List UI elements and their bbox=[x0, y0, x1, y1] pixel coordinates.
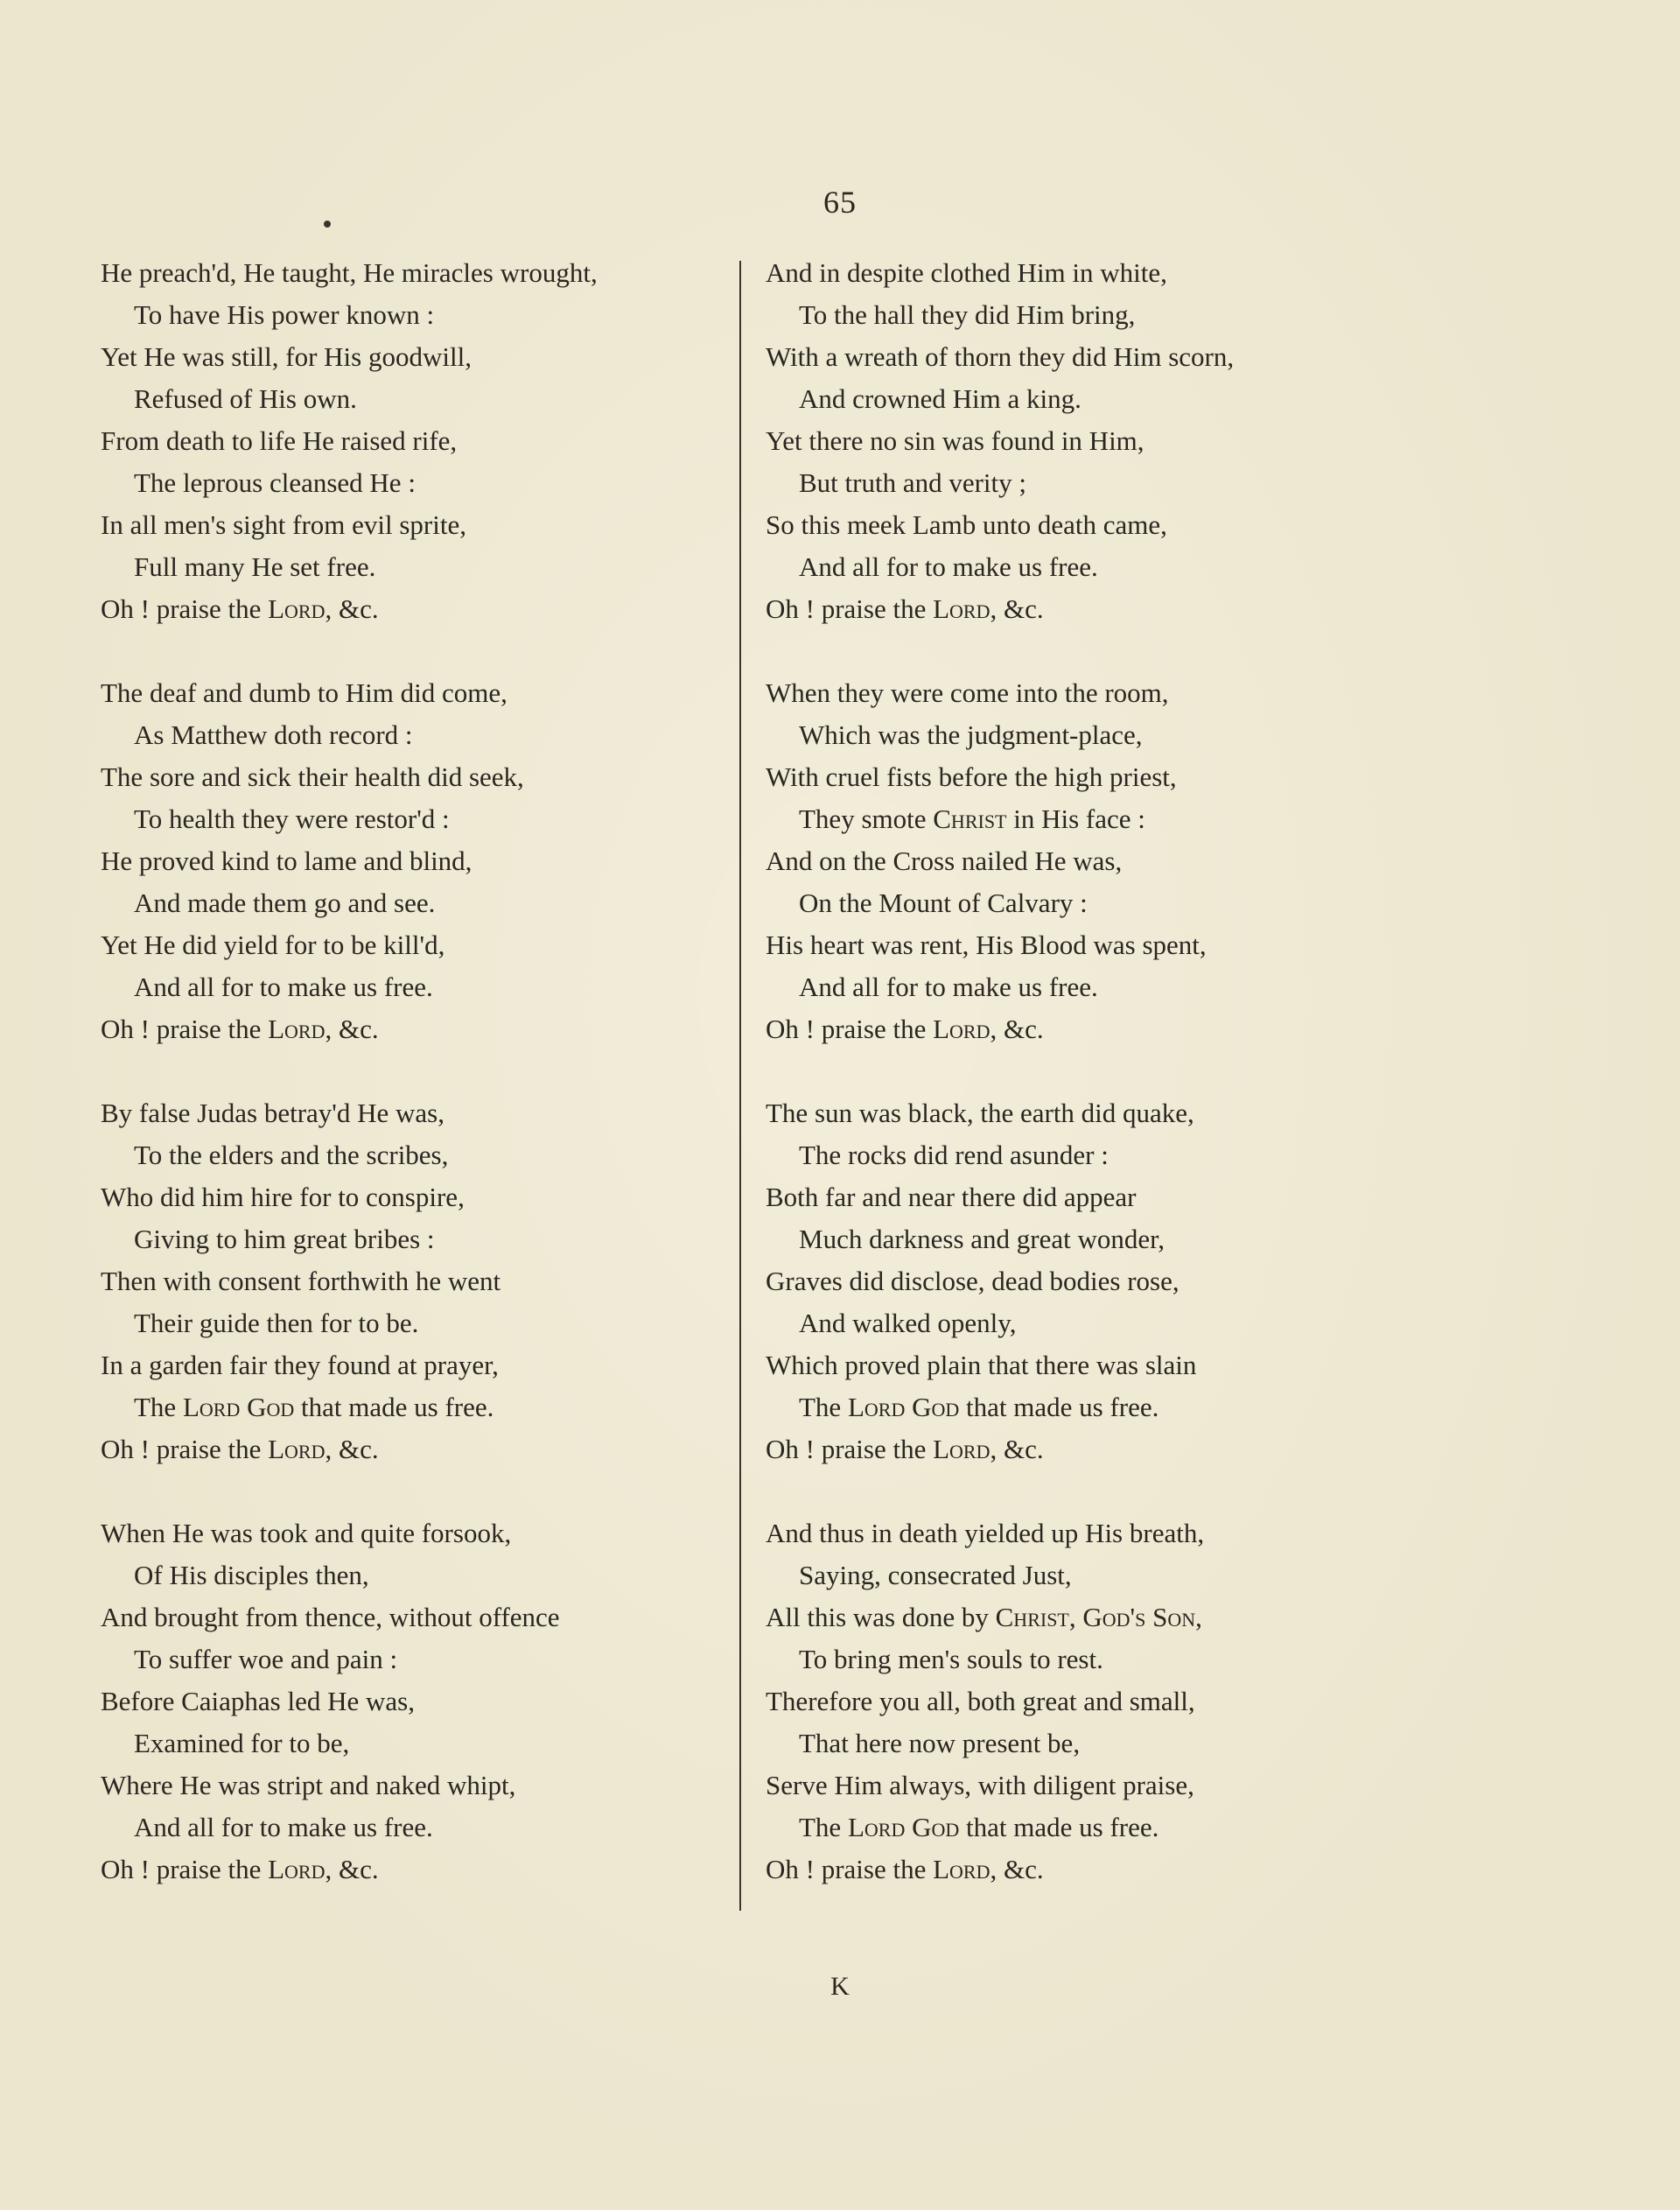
verse-line: Saying, consecrated Just, bbox=[799, 1560, 1072, 1590]
verse-line: In a garden fair they found at prayer, bbox=[101, 1350, 499, 1380]
verse-line: Which was the judgment-place, bbox=[799, 719, 1143, 750]
verse-line: Giving to him great bribes : bbox=[134, 1224, 435, 1254]
stanza bbox=[101, 1512, 731, 1891]
stanza bbox=[101, 252, 731, 630]
verse-line: Full many He set free. bbox=[134, 551, 376, 582]
verse-line: And on the Cross nailed He was, bbox=[766, 845, 1123, 876]
verse-line: He preach'd, He taught, He miracles wrought, bbox=[101, 257, 598, 288]
verse-line: And all for to make us free. bbox=[134, 972, 433, 1002]
verse-line: When He was took and quite forsook, bbox=[101, 1518, 512, 1548]
verse-line: They smote Christ in His face : bbox=[799, 803, 1145, 834]
verse-line: The leprous cleansed He : bbox=[134, 467, 416, 498]
verse-line: But truth and verity ; bbox=[799, 467, 1027, 498]
refrain-line: Oh ! praise the Lord, &c. bbox=[101, 1854, 379, 1884]
verse-line: His heart was rent, His Blood was spent, bbox=[766, 930, 1207, 960]
verse-line: And walked openly, bbox=[799, 1308, 1017, 1338]
verse-line: Yet He was still, for His goodwill, bbox=[101, 341, 472, 372]
stanza bbox=[101, 672, 731, 1050]
verse-line: Graves did disclose, dead bodies rose, bbox=[766, 1266, 1180, 1296]
verse-line: On the Mount of Calvary : bbox=[799, 888, 1088, 918]
verse-line: The Lord God that made us free. bbox=[799, 1812, 1159, 1842]
refrain-line: Oh ! praise the Lord, &c. bbox=[766, 1014, 1044, 1044]
verse-line: He proved kind to lame and blind, bbox=[101, 845, 472, 876]
verse-line: When they were come into the room, bbox=[766, 677, 1169, 708]
verse-line: Of His disciples then, bbox=[134, 1560, 369, 1590]
refrain-line: Oh ! praise the Lord, &c. bbox=[766, 1434, 1044, 1464]
refrain-line: Oh ! praise the Lord, &c. bbox=[101, 1434, 379, 1464]
stanza bbox=[766, 252, 1413, 630]
verse-line: To the elders and the scribes, bbox=[134, 1140, 449, 1170]
verse-line: To have His power known : bbox=[134, 299, 435, 330]
verse-line: Therefore you all, both great and small, bbox=[766, 1686, 1195, 1716]
verse-line: With a wreath of thorn they did Him scorn, bbox=[766, 341, 1235, 372]
stanza bbox=[766, 672, 1413, 1050]
verse-line: Yet He did yield for to be kill'd, bbox=[101, 930, 445, 960]
stanza bbox=[101, 1092, 731, 1470]
verse-line: Who did him hire for to conspire, bbox=[101, 1182, 465, 1212]
refrain-line: Oh ! praise the Lord, &c. bbox=[766, 1854, 1044, 1884]
verse-line: The Lord God that made us free. bbox=[134, 1392, 494, 1422]
verse-line: The rocks did rend asunder : bbox=[799, 1140, 1109, 1170]
verse-line: And made them go and see. bbox=[134, 888, 436, 918]
refrain-line: Oh ! praise the Lord, &c. bbox=[101, 1014, 379, 1044]
verse-line: Their guide then for to be. bbox=[134, 1308, 419, 1338]
stanza bbox=[766, 1512, 1413, 1891]
verse-line: So this meek Lamb unto death came, bbox=[766, 509, 1167, 540]
verse-line: The sore and sick their health did seek, bbox=[101, 761, 524, 792]
verse-line: The deaf and dumb to Him did come, bbox=[101, 677, 508, 708]
verse-line: To suffer woe and pain : bbox=[134, 1644, 398, 1674]
verse-line: That here now present be, bbox=[799, 1728, 1081, 1758]
refrain-line: Oh ! praise the Lord, &c. bbox=[101, 593, 379, 624]
page-number: 65 bbox=[823, 185, 857, 220]
verse-line: By false Judas betray'd He was, bbox=[101, 1098, 444, 1128]
verse-line: To the hall they did Him bring, bbox=[799, 299, 1136, 330]
verse-line: Before Caiaphas led He was, bbox=[101, 1686, 415, 1716]
verse-line: Which proved plain that there was slain bbox=[766, 1350, 1197, 1380]
verse-line: And all for to make us free. bbox=[134, 1812, 433, 1842]
verse-line: The Lord God that made us free. bbox=[799, 1392, 1159, 1422]
ornament-dot bbox=[324, 221, 331, 228]
verse-line: Refused of His own. bbox=[134, 383, 357, 414]
verse-line: Where He was stript and naked whipt, bbox=[101, 1770, 516, 1800]
verse-line: The sun was black, the earth did quake, bbox=[766, 1098, 1194, 1128]
verse-line: All this was done by Christ, God's Son, bbox=[766, 1602, 1202, 1632]
left-column bbox=[101, 252, 731, 1933]
verse-line: Examined for to be, bbox=[134, 1728, 350, 1758]
verse-line: Much darkness and great wonder, bbox=[799, 1224, 1165, 1254]
verse-line: And all for to make us free. bbox=[799, 551, 1098, 582]
verse-line: Yet there no sin was found in Him, bbox=[766, 425, 1144, 456]
signature-mark: K bbox=[830, 1972, 850, 2001]
verse-line: To health they were restor'd : bbox=[134, 803, 450, 834]
verse-line: And crowned Him a king. bbox=[799, 383, 1082, 414]
verse-line: Serve Him always, with diligent praise, bbox=[766, 1770, 1194, 1800]
column-divider bbox=[739, 261, 741, 1911]
refrain-line: Oh ! praise the Lord, &c. bbox=[766, 593, 1044, 624]
verse-line: As Matthew doth record : bbox=[134, 719, 413, 750]
verse-line: From death to life He raised rife, bbox=[101, 425, 458, 456]
verse-line: Both far and near there did appear bbox=[766, 1182, 1137, 1212]
verse-line: And in despite clothed Him in white, bbox=[766, 257, 1167, 288]
verse-line: And all for to make us free. bbox=[799, 972, 1098, 1002]
verse-line: To bring men's souls to rest. bbox=[799, 1644, 1103, 1674]
stanza bbox=[766, 1092, 1413, 1470]
verse-line: Then with consent forthwith he went bbox=[101, 1266, 501, 1296]
verse-line: In all men's sight from evil sprite, bbox=[101, 509, 466, 540]
verse-line: And brought from thence, without offence bbox=[101, 1602, 560, 1632]
verse-line: And thus in death yielded up His breath, bbox=[766, 1518, 1205, 1548]
verse-line: With cruel fists before the high priest, bbox=[766, 761, 1177, 792]
right-column bbox=[766, 252, 1413, 1933]
